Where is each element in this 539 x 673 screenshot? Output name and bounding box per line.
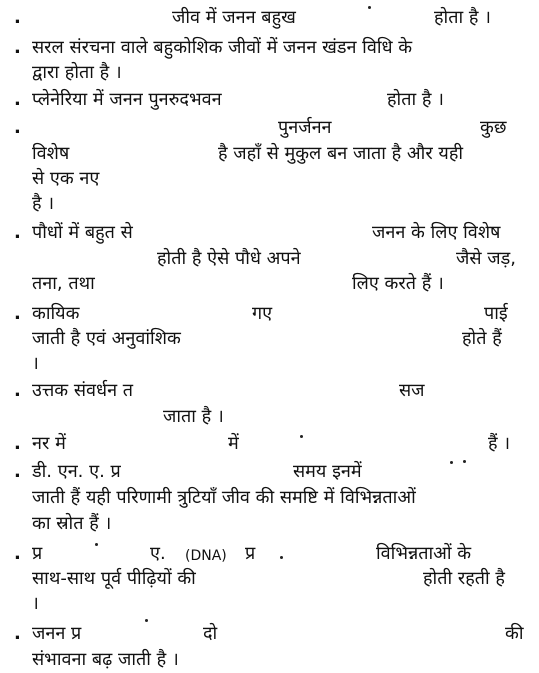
text-line: प्र [245, 543, 256, 564]
speck [300, 435, 303, 438]
text-line: कुछ [480, 117, 507, 138]
text-line: (DNA) [185, 548, 227, 564]
bullet: . [14, 623, 21, 644]
text-line: द्वारा होता है । [32, 62, 122, 83]
text-line: होती है ऐसे पौधे अपने [157, 248, 301, 269]
bullet: . [14, 303, 21, 324]
text-line: पाई [484, 303, 508, 324]
bullet: . [14, 543, 21, 564]
bullet: . [14, 380, 21, 401]
bullet: . [14, 89, 21, 110]
bullet: . [14, 222, 21, 243]
speck [280, 556, 283, 559]
bullet: . [14, 37, 21, 58]
speck [95, 543, 98, 546]
text-line: जनन प्र [32, 623, 82, 644]
text-line: संभावना बढ़ जाती है । [32, 649, 179, 670]
text-line: है जहाँ से मुकुल बन जाता है और यही [218, 143, 464, 164]
text-line: । [32, 353, 39, 374]
text-line: प्लेनेरिया में जनन पुनरुदभवन [32, 89, 222, 110]
text-line: सज [399, 380, 425, 401]
text-line: उत्तक संवर्धन त [32, 380, 134, 401]
text-line: से एक नए [32, 168, 100, 189]
bullet: . [14, 7, 21, 28]
text-line: विशेष [32, 143, 70, 164]
speck [368, 6, 371, 9]
text-line: सरल संरचना वाले बहुकोशिक जीवों में जनन खंडन विधि के [32, 37, 413, 58]
text-line: विभिन्नताओं के [376, 543, 472, 564]
text-line: जाता है । [163, 406, 224, 427]
speck [145, 619, 148, 622]
text-line: कायिक [32, 303, 80, 324]
bullet: . [14, 433, 21, 454]
text-line: जाती हैं यही परिणामी त्रुटियाँ जीव की समष्टि में विभिन्नताओं [32, 487, 416, 508]
text-line: में [228, 433, 239, 454]
text-line: जाती है एवं अनुवांशिक [32, 328, 181, 349]
text-line: पौधों में बहुत से [32, 222, 133, 243]
text-line: तना, तथा [32, 273, 95, 294]
text-line: हैं । [488, 433, 511, 454]
text-line: ए. [150, 543, 166, 564]
text-line: होते हैं [462, 328, 502, 349]
text-line: का स्रोत हैं । [32, 513, 112, 534]
text-line: साथ-साथ पूर्व पीढ़ियों की [32, 568, 196, 589]
text-line: होती रहती है [423, 568, 505, 589]
bullet: . [14, 117, 21, 138]
text-line: लिए करते हैं । [352, 273, 444, 294]
text-line: जीव में जनन बहुख [172, 7, 296, 28]
speck [450, 461, 453, 464]
text-line: जनन के लिए विशेष [372, 222, 501, 243]
text-line: । [32, 593, 39, 614]
speck [463, 460, 466, 463]
text-line: समय इनमें [293, 461, 362, 482]
text-line: दो [203, 623, 218, 644]
text-line: पुनर्जनन [278, 117, 332, 138]
text-line: प्र [32, 543, 43, 564]
text-line: जैसे जड़, [456, 248, 516, 269]
text-line: होता है । [434, 7, 491, 28]
text-line: नर में [32, 433, 66, 454]
bullet: . [14, 461, 21, 482]
text-line: की [505, 623, 524, 644]
text-line: गए [252, 303, 273, 324]
text-line: होता है । [387, 89, 444, 110]
text-line: है । [32, 193, 55, 214]
text-line: डी. एन. ए. प्र [32, 461, 121, 482]
